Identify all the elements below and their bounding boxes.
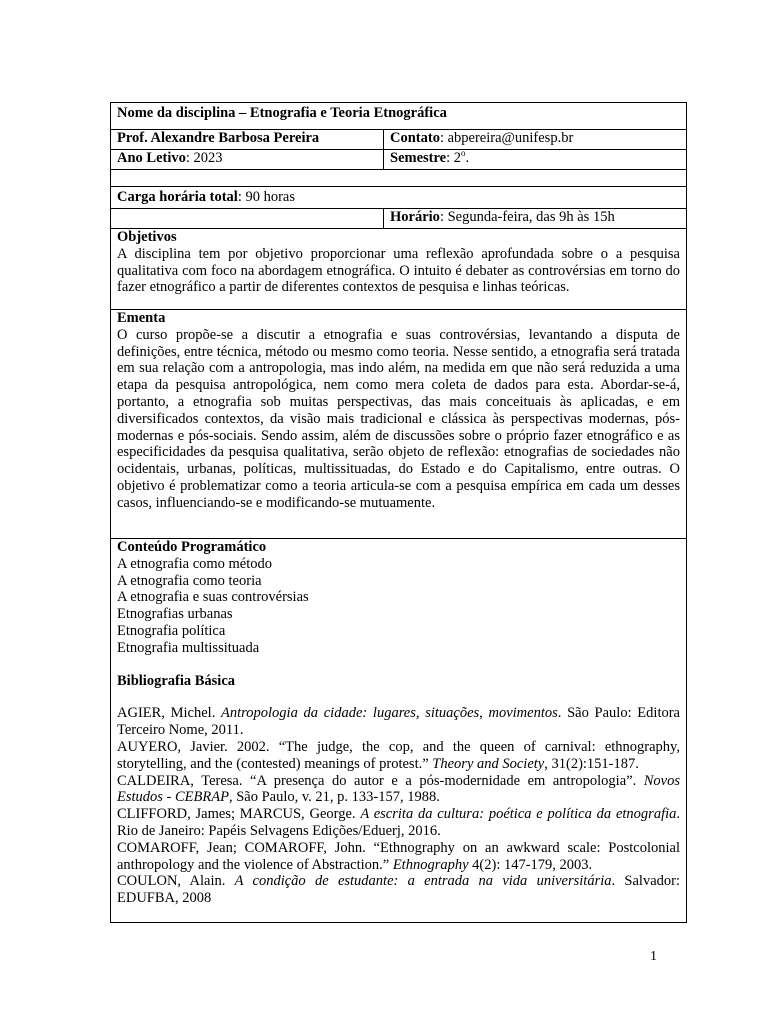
page-number: 1 xyxy=(650,949,657,964)
objetivos-title: Objetivos xyxy=(117,229,177,245)
reference-rest: 4(2): 147-179, 2003. xyxy=(468,856,593,873)
semester-value: : 2 xyxy=(446,150,462,166)
reference-title: Ethnography xyxy=(392,856,469,873)
conteudo-item: Etnografia política xyxy=(117,622,226,639)
objetivos-section xyxy=(111,229,687,310)
ementa-section xyxy=(111,310,687,539)
semester-label: Semestre xyxy=(390,150,447,166)
conteudo-item: Etnografias urbanas xyxy=(117,606,233,623)
semester-end: . xyxy=(465,150,470,166)
reference-rest: , São Paulo, v. 21, p. 133-157, 1988. xyxy=(228,789,440,806)
reference-title: A condição de estudante: a entrada na vida universitária xyxy=(234,873,612,890)
empty-row xyxy=(111,170,687,187)
reference-author: COULON, Alain. xyxy=(117,873,235,890)
ementa-title: Ementa xyxy=(117,310,166,326)
reference-title: Theory and Society xyxy=(432,755,545,772)
conteudo-item: A etnografia como método xyxy=(117,555,273,572)
semester-cell xyxy=(384,150,687,170)
year-value: : 2023 xyxy=(185,150,223,166)
year-cell xyxy=(111,150,384,170)
reference-author: CALDEIRA, Teresa. “A presença do autor e a pós-modernidade em antropologia”. xyxy=(117,772,644,789)
spacer xyxy=(117,657,680,673)
reference-rest: , 31(2):151-187. xyxy=(544,755,639,772)
contact-cell xyxy=(384,130,687,150)
bibliografia-title: Bibliografia Básica xyxy=(117,672,236,689)
reference-author: COMAROFF, Jean; COMAROFF, John. “Ethnography on an awkward scale: Postcolonial anthropology and the violence of Abstraction.” xyxy=(117,839,680,873)
hours-value: : 90 horas xyxy=(237,189,295,205)
hours-cell xyxy=(111,187,687,209)
schedule-value: : Segunda-feira, das 9h às 15h xyxy=(439,209,615,225)
spacer xyxy=(117,689,680,705)
professor-name: Prof. Alexandre Barbosa Pereira xyxy=(111,130,384,150)
conteudo-title: Conteúdo Programático xyxy=(117,539,267,555)
reference-rest: . São Paulo: Editora Terceiro Nome, 2011. xyxy=(117,705,680,739)
reference-author: AGIER, Michel. xyxy=(117,705,222,722)
reference-item xyxy=(117,873,680,907)
conteudo-item: Etnografia multissituada xyxy=(117,639,260,656)
syllabus-table xyxy=(110,102,687,923)
reference-item xyxy=(117,840,680,874)
conteudo-item: A etnografia como teoria xyxy=(117,572,262,589)
semester-ordinal: o xyxy=(461,148,466,158)
conteudo-section xyxy=(111,539,687,923)
schedule-label: Horário xyxy=(390,209,440,225)
hours-label: Carga horária total xyxy=(117,189,238,205)
reference-title: Antropologia da cidade: lugares, situações, movimentos xyxy=(221,705,558,722)
year-label: Ano Letivo xyxy=(117,150,186,166)
objetivos-text: A disciplina tem por objetivo proporcionar uma reflexão aprofundada sobre o a pesquisa qualitativa com foco na abordagem etnográfica. O intuito é debater as controvérsias em torno do fazer etnográfico a partir de diferentes contextos de pesquisa e linhas teóricas. xyxy=(117,245,680,296)
reference-rest: . Rio de Janeiro: Papéis Selvagens Edições/Eduerj, 2016. xyxy=(117,806,681,839)
reference-item xyxy=(117,739,680,773)
schedule-cell xyxy=(384,209,687,229)
empty-cell xyxy=(111,209,384,229)
contact-email: : abpereira@unifesp.br xyxy=(439,130,574,146)
ementa-text: O curso propõe-se a discutir a etnografia e suas controvérsias, levantando a disputa de definições, entre técnica, método ou mesmo como teoria. Nesse sentido, a etnografia será tratada em sua relação com a antropologia, mas indo além, na medida em que não será reduzida a uma etapa da pesquisa antropológica, nem como mera coleta de dados para esta. Abordar-se-á, portanto, a etnografia sob muitas perspectivas, das mais conceituais às aplicadas, e em diversificados contextos, da visão mais tradicional e clássica às perspectivas modernas, pós-modernas e pós-sociais. Sendo assim, além de discussões sobre o próprio fazer etnográfico e as especificidades da pesquisa qualitativa, serão objeto de reflexão: etnografias de sociedades não ocidentais, urbanas, políticas, multissituadas, do Estado e do Capitalismo, entre outras. O objetivo é problematizar como a teoria articula-se com a pesquisa empírica em cada um desses casos, influenciando-se e modificando-se mutuamente. xyxy=(117,326,680,511)
reference-author: AUYERO, Javier. 2002. “The judge, the cop, and the queen of carnival: ethnography, storytelling, and the (contested) meanings of protest.” xyxy=(117,738,680,772)
reference-item xyxy=(117,806,680,840)
reference-rest: . Salvador: EDUFBA, 2008 xyxy=(117,873,680,907)
discipline-name: Nome da disciplina – Etnografia e Teoria Etnográfica xyxy=(111,103,687,130)
reference-item xyxy=(117,773,680,807)
conteudo-item: A etnografia e suas controvérsias xyxy=(117,589,309,606)
reference-author: CLIFFORD, James; MARCUS, George. xyxy=(117,806,361,823)
reference-title: Novos Estudos - CEBRAP xyxy=(117,772,680,806)
contact-label: Contato xyxy=(390,130,440,146)
reference-title: A escrita da cultura: poética e política da etnografia xyxy=(360,806,677,823)
reference-item xyxy=(117,705,680,739)
